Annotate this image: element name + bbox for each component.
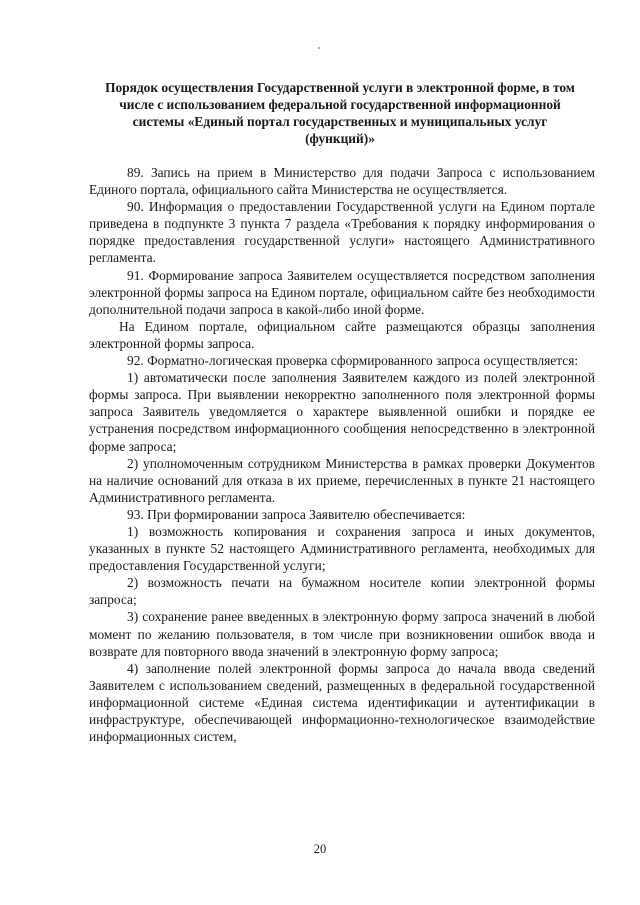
paragraph-92: 92. Форматно-логическая проверка сформированного запроса осуществляется: [127, 353, 579, 369]
paragraph-92-item-2: 2) уполномоченным сотрудником Министерства в рамках проверки Документов на наличие оснований для отказа в их приеме, перечисленных в пункте 21 настоящего Административного регламента. [89, 455, 595, 505]
paragraph-93-item-4: 4) заполнение полей электронной формы запроса до начала ввода сведений Заявителем с использованием сведений, размещенных в федеральной государственной информационной системе «Единая система идентификации и аутентификации в инфраструктуре, обеспечивающей информационно-технологическое взаимодействие информационных систем, [89, 660, 595, 745]
paragraph-89: 89. Запись на прием в Министерство для подачи Запроса с использованием Единого портала, официального сайта Министерства не осуществляется. [89, 165, 595, 198]
section-heading: Порядок осуществления Государственной услуги в электронной форме, в том числе с использованием федеральной государственной информационной системы «Единый портал государственных и муниципальных услуг (функций)» [105, 80, 575, 146]
scan-speck [318, 47, 320, 49]
paragraph-93: 93. При формировании запроса Заявителю обеспечивается: [127, 506, 466, 522]
paragraph-93-item-2: 2) возможность печати на бумажном носителе копии электронной формы запроса; [89, 575, 595, 608]
paragraph-92-item-1: 1) автоматически после заполнения Заявителем каждого из полей электронной формы запроса. При выявлении некорректно заполненного поля электронной формы запроса Заявитель уведомляется о характере выявленной ошибки и порядке ее устранения посредством информационного сообщения непосредственно в электронной форме запроса; [89, 370, 595, 454]
paragraph-90: 90. Информация о предоставлении Государственной услуги на Едином портале приведена в подпункте 3 пункта 7 раздела «Требования к порядку информирования о порядке предоставления государственной услуги» настоящего Административного регламента. [89, 199, 595, 266]
paragraph-91: 91. Формирование запроса Заявителем осуществляется посредством заполнения электронной формы запроса на Едином портале, официальном сайте без необходимости дополнительной подачи запроса в какой-либо иной форме. [89, 267, 595, 317]
paragraph-93-item-3: 3) сохранение ранее введенных в электронную форму запроса значений в любой момент по желанию пользователя, в том числе при возникновении ошибок ввода и возврате для повторного ввода значений в электронную форму запроса; [89, 609, 595, 659]
page-number: 20 [313, 842, 327, 856]
paragraph-93-item-1: 1) возможность копирования и сохранения запроса и иных документов, указанных в пункте 52 настоящего Административного регламента, необходимых для предоставления Государственной услуги; [89, 523, 595, 574]
paragraph-91-samples: На Едином портале, официальном сайте размещаются образцы заполнения электронной формы запроса. [89, 318, 595, 351]
document-body [89, 164, 595, 745]
